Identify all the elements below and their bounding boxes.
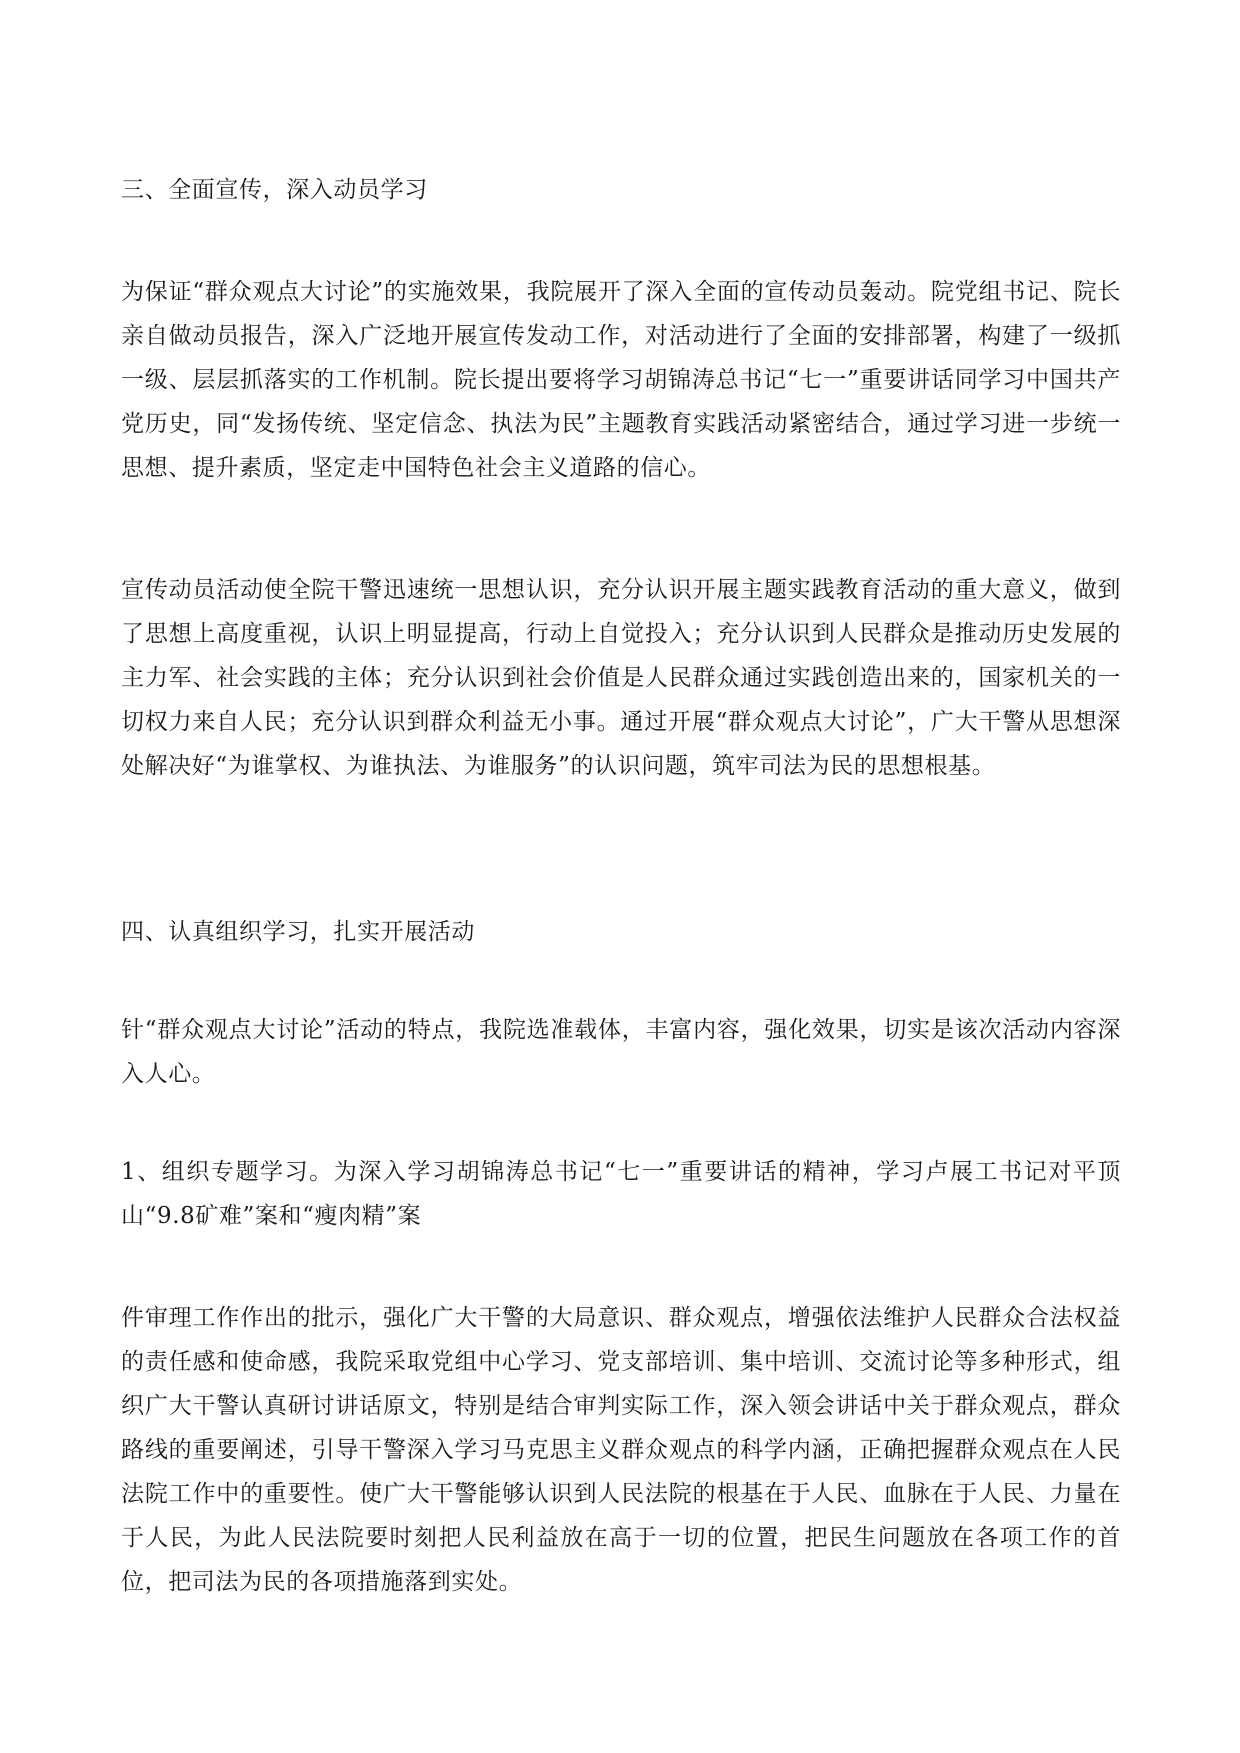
paragraph-mobilization-effect: 为保证“群众观点大讨论”的实施效果，我院展开了深入全面的宣传动员轰动。院党组书记、院长亲自做动员报告，深入广泛地开展宣传发动工作，对活动进行了全面的安排部署，构建了一级抓一级、层层抓落实的工作机制。院长提出要将学习胡锦涛总书记“七一”重要讲话同学习中国共产党历史，同“发扬传统、坚定信念、执法为民”主题教育实践活动紧密结合，通过学习进一步统一思想、提升素质，坚定走中国特色社会主义道路的信心。	[121, 279, 1121, 481]
paragraph-case-review-instructions: 件审理工作作出的批示，强化广大干警的大局意识、群众观点，增强依法维护人民群众合法权益的责任感和使命感，我院采取党组中心学习、党支部培训、集中培训、交流讨论等多种形式，组织广大干警认真研讨讲话原文，特别是结合审判实际工作，深入领会讲话中关于群众观点，群众路线的重要阐述，引导干警深入学习马克思主义群众观点的科学内涵，正确把握群众观点在人民法院工作中的重要性。使广大干警能够认识到人民法院的根基在于人民、血脉在于人民、力量在于人民，为此人民法院要时刻把人民利益放在高于一切的位置，把民生问题放在各项工作的首位，把司法为民的各项措施落到实处。	[121, 1305, 1121, 1595]
section-heading-three: 三、全面宣传，深入动员学习	[121, 177, 428, 203]
section-heading-four: 四、认真组织学习，扎实开展活动	[121, 919, 475, 945]
paragraph-special-study: 1、组织专题学习。为深入学习胡锦涛总书记“七一”重要讲话的精神，学习卢展工书记对平顶山“9.8矿难”案和“瘦肉精”案	[121, 1159, 1121, 1229]
paragraph-mobilization-results: 宣传动员活动使全院干警迅速统一思想认识，充分认识开展主题实践教育活动的重大意义，做到了思想上高度重视，认识上明显提高，行动上自觉投入；充分认识到人民群众是推动历史发展的主力军、社会实践的主体；充分认识到社会价值是人民群众通过实践创造出来的，国家机关的一切权力来自人民；充分认识到群众利益无小事。通过开展“群众观点大讨论”，广大干警从思想深处解决好“为谁掌权、为谁执法、为谁服务”的认识问题，筑牢司法为民的思想根基。	[121, 577, 1121, 779]
paragraph-activity-features: 针“群众观点大讨论”活动的特点，我院选准载体，丰富内容，强化效果，切实是该次活动内容深入人心。	[121, 1017, 1121, 1087]
